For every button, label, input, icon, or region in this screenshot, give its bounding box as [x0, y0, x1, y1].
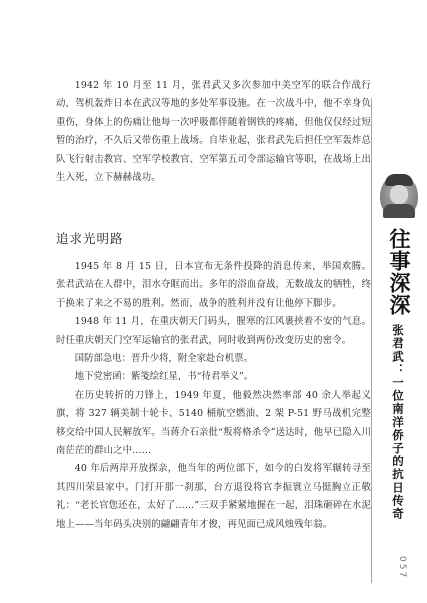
paragraph-1945-victory: 1945 年 8 月 15 日，日本宣布无条件投降的消息传来，举国欢腾。张君武站在人群中，泪水夺眶而出。多年的浴血奋战，无数战友的牺牲，终于换来了来之不易的胜利。然而，战争的胜利并没有让他停下脚步。: [56, 261, 371, 309]
portrait-collar: [383, 204, 415, 218]
portrait-face: [390, 185, 408, 204]
page-number: 057: [397, 556, 407, 580]
vertical-divider-rule: [371, 98, 372, 583]
running-title: 往事深深: [387, 228, 412, 316]
section-heading: 追求光明路: [56, 231, 124, 246]
paragraph-1948-orders: 1948 年 11 月，在重庆朝天门码头，腥寒的江风裹挟着不安的气息。时任重庆朝天门空军运输官的张君武，同时收到两份改变历史的密令。: [56, 316, 371, 346]
author-portrait-icon: [380, 174, 418, 218]
order-line-underground-party: 地下党密函：紫笺绘红星，书“待君举义”。: [74, 371, 254, 383]
paragraph-1942-wartime: 1942 年 10 月至 11 月，张君武又多次参加中美空军的联合作战行动，驾机轰炸日本在武汉等地的多处军事设施。在一次战斗中，他不幸身负重伤，身体上的伤痛让他每一次呼吸都伴随着钢铁的疼痛，但他仅仅经过短暂的治疗，不久后又带伤重上战场。自毕业起，张君武先后担任空军轰炸总队飞行射击教官、空军学校教官、空军第五司令部运输官等职，在战场上出生入死，立下赫赫战功。: [56, 80, 371, 184]
narrative-block-bottom: [56, 258, 371, 534]
chapter-subtitle: 张君武：一位南洋侨子的抗日传奇: [391, 324, 405, 521]
paragraph-reunion: 40 年后两岸开放探亲，他当年的两位部下，如今的白发将军辗转寻至其四川荣县家中。门打开那一刹那，台方退役将官李振寰立马挺胸立正敬礼：“老长官您还在，太好了……”三双手紧紧地握在一起，泪珠砸碎在水泥地上——当年码头决别的翩翩青年才俊，再见面已成风烛残年翁。: [56, 463, 371, 530]
narrative-block-top: [56, 77, 371, 187]
order-line-defense-ministry: 国防部急电：晋升少将，附全家赴台机票。: [74, 353, 253, 365]
paragraph-1949-uprising: 在历史转折的刀锋上，1949 年夏，他毅然决然率部 40 余人举起义旗，将 327 辆美制十轮卡、5140 桶航空燃油、2 架 P-51 野马战机完整移交给中国人民解放军。当蒋介石亲批“叛将格杀令”送达时，他早已隐入川南茫茫的群山之中……: [56, 389, 371, 457]
